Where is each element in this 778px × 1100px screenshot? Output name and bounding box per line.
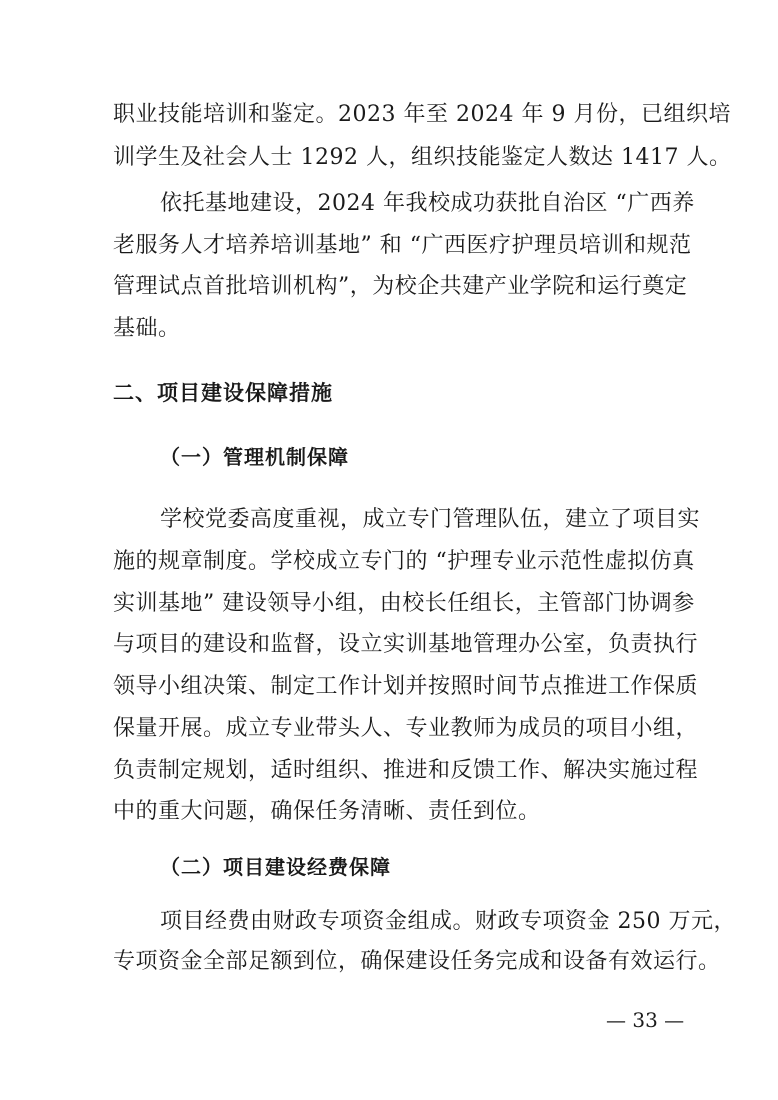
subsection-1-heading: （一）管理机制保障 [160,445,349,469]
paragraph-3-line-1: 学校党委高度重视，成立专门管理队伍，建立了项目实 [160,507,701,532]
paragraph-4-line-1: 项目经费由财政专项资金组成。财政专项资金 250 万元， [160,909,736,934]
paragraph-3-line-6: 保量开展。成立专业带头人、专业教师为成员的项目小组， [113,716,699,741]
paragraph-2-line-4: 基础。 [113,316,181,341]
paragraph-1-line-1: 职业技能培训和鉴定。2023 年至 2024 年 9 月份，已组织培 [113,102,731,127]
section-heading: 二、项目建设保障措施 [113,381,333,405]
paragraph-2-line-1: 依托基地建设，2024 年我校成功获批自治区 “广西养 [160,191,695,216]
paragraph-2-line-3: 管理试点首批培训机构”，为校企共建产业学院和运行奠定 [113,274,688,299]
paragraph-4-line-2: 专项资金全部足额到位，确保建设任务完成和设备有效运行。 [113,949,721,974]
paragraph-3-line-4: 与项目的建设和监督，设立实训基地管理办公室，负责执行 [113,632,699,657]
paragraph-2-line-2: 老服务人才培养培训基地” 和 “广西医疗护理员培训和规范 [113,233,692,258]
paragraph-3-line-5: 领导小组决策、制定工作计划并按照时间节点推进工作保质 [113,674,699,699]
paragraph-3-line-7: 负责制定规划，适时组织、推进和反馈工作、解决实施过程 [113,758,699,783]
subsection-2-heading: （二）项目建设经费保障 [160,855,391,879]
paragraph-3-line-2: 施的规章制度。学校成立专门的 “护理专业示范性虚拟仿真 [113,549,695,574]
paragraph-1-line-2: 训学生及社会人士 1292 人，组织技能鉴定人数达 1417 人。 [113,145,732,170]
paragraph-3-line-3: 实训基地” 建设领导小组，由校长任组长，主管部门协调参 [113,591,695,616]
page-number: — 33 — [606,1008,685,1032]
paragraph-3-line-8: 中的重大问题，确保任务清晰、责任到位。 [113,799,541,824]
